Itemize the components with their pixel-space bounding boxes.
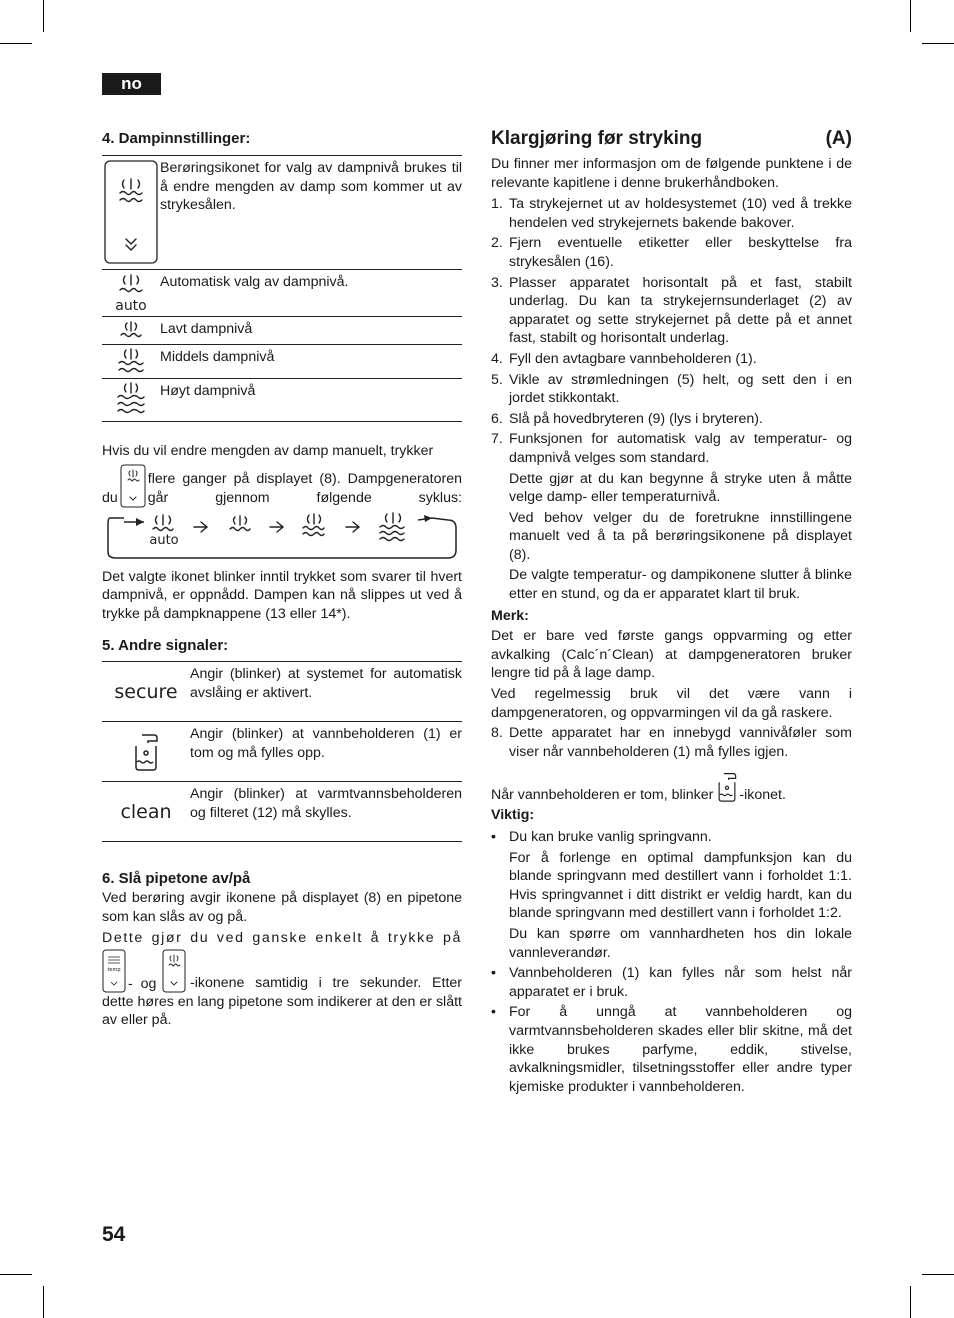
crop-mark [43, 1286, 44, 1318]
steps-list [491, 195, 852, 467]
list-item: 1. Ta strykejernet ut av holdesystemet (10) ved å trekke hendelen ved strykejernets bakende bakover. [491, 196, 852, 231]
empty-tank-text: Når vannbeholderen er tom, blinker [491, 786, 714, 803]
empty-tank-text-end: -ikonet. [739, 786, 786, 803]
temp-button-icon [102, 949, 126, 993]
auto-label: auto [115, 298, 147, 314]
cycle-auto-label: auto [149, 532, 179, 548]
viktig-label: Viktig: [491, 807, 535, 824]
step7-note: Dette gjør at du kan begynne å stryke uten å måtte velge damp- eller temperaturnivå. [509, 470, 852, 506]
section-5-title: 5. Andre signaler: [102, 637, 229, 655]
steam-cycle-diagram [102, 512, 462, 562]
table-row [102, 317, 462, 345]
signals-table [102, 661, 462, 842]
table-cell-text: Angir (blinker) at systemet for automatisk avslåing er aktivert. [190, 666, 462, 701]
manual-paragraph-2 [102, 464, 462, 508]
preparation-title-ref: (A) [825, 128, 852, 149]
list-item: 7. Funksjonen for automatisk valg av temperatur- og dampnivå velges som standard. [491, 431, 852, 466]
table-cell-text: Berøringsikonet for valg av dampnivå brukes til å endre mengden av damp som kommer ut av strykesålen. [160, 160, 462, 214]
steam-auto-icon [102, 270, 160, 316]
table-row [102, 156, 462, 270]
table-row [102, 379, 462, 422]
table-cell-text: Høyt dampnivå [160, 383, 256, 399]
table-cell-text: Automatisk valg av dampnivå. [160, 274, 349, 290]
merk-paragraph-1: Det er bare ved første gangs oppvarming og etter avkalking (Calc´n´Clean) at dampgeneratoren bruker lengre tid på å lage damp. [491, 628, 852, 682]
beep-paragraph-2c: -ikonene samtidig i tre sekunder. Etter dette høres en lang pipetone som indikerer at den er slått av eller på. [102, 975, 462, 1029]
crop-mark [0, 43, 32, 44]
bullet-note: For å forlenge en optimal dampfunksjon kan du blande springvann med destillert vann i forholdet 1:1. Hvis springvannet i ditt distrikt er veldig hardt, kan du blande springvann med destillert vann i forholdet 1:2. [509, 849, 852, 922]
merk-label: Merk: [491, 607, 529, 624]
table-cell-text: Angir (blinker) at varmtvannsbeholderen og filteret (12) må skylles. [190, 786, 462, 821]
blink-paragraph: Det valgte ikonet blinker inntil trykket som svarer til hvert dampnivå, er oppnådd. Dampen kan nå slippes ut ved å trykke på dampknappene (13 eller 14*). [102, 568, 462, 622]
language-badge: no [102, 73, 161, 95]
intro-paragraph: Du finner mer informasjon om de følgende punktene i de relevante kapitlene i denne brukerhåndboken. [491, 156, 852, 191]
beep-paragraph-1: Ved berøring avgir ikonene på displayet (8) en pipetone som kan slås av og på. [102, 890, 462, 925]
table-cell-text: Angir (blinker) at vannbeholderen (1) er tom og må fylles opp. [190, 726, 462, 761]
table-row [102, 345, 462, 379]
step7-note: Ved behov velger du de foretrukne innstillingene manuelt ved å ta på berøringsikonene på displayet (8). [509, 509, 852, 563]
steam-levels-table [102, 155, 462, 422]
section-6-title: 6. Slå pipetone av/på [102, 870, 251, 888]
steam-high-icon [102, 379, 160, 421]
list-item: 3. Plasser apparatet horisontalt på et fast, stabilt underlag. Du kan ta strykejernsunderlaget (2) av apparatet og sette strykejernet på dette på et annet fast, stabilt og horisontalt underlag. [491, 274, 852, 347]
table-row [102, 270, 462, 317]
steam-button-icon [162, 949, 186, 993]
manual-text-du: du [102, 490, 118, 506]
steam-button-icon [120, 464, 146, 508]
crop-mark [43, 0, 44, 32]
temp-label: temp [107, 967, 121, 974]
list-item: 8. Dette apparatet har en innebygd vannivåføler som viser når vannbeholderen (1) må fylles igjen. [491, 725, 852, 760]
list-item: 5. Vikle av strømledningen (5) helt, og sett den i en jordet stikkontakt. [491, 371, 852, 407]
list-item: • For å unngå at vannbeholderen og varmtvannsbeholderen skades eller blir skitne, må det ikke brukes parfyme, eddik, stivelse, avkalkningsmidler, tilsetningsstoffer eller andre typer kjemiske produkter i vannbeholderen. [491, 1004, 852, 1095]
secure-icon: secure [114, 680, 178, 703]
crop-mark [910, 1286, 911, 1318]
steam-touch-icon [102, 156, 160, 269]
page-number: 54 [102, 1223, 126, 1246]
manual-text-rest: flere ganger på displayet (8). Dampgeneratoren går gjennom følgende syklus: [147, 471, 462, 506]
table-cell-text: Lavt dampnivå [160, 321, 253, 337]
beep-paragraph-2a: Dette gjør du ved ganske enkelt å trykke på [102, 929, 462, 946]
bullet-note: Du kan spørre om vannhardheten hos din lokale vannleverandør. [509, 925, 852, 961]
preparation-title [491, 127, 852, 151]
list-item: • Vannbeholderen (1) kan fylles når som helst når apparatet er i bruk. [491, 965, 852, 1000]
clean-icon: clean [120, 800, 172, 823]
list-item: • Du kan bruke vanlig springvann. [491, 829, 712, 845]
list-item: 2. Fjern eventuelle etiketter eller beskyttelse fra strykesålen (16). [491, 235, 852, 270]
table-row [102, 722, 462, 782]
merk-paragraph-2: Ved regelmessig bruk vil det være vann i dampgeneratoren, og oppvarmingen vil da gå raskere. [491, 686, 852, 721]
step7-note: De valgte temperatur- og dampikonene slutter å blinke etter en stund, og da er apparatet klart til bruk. [509, 567, 852, 603]
left-column [102, 129, 462, 1030]
section-4-title: 4. Dampinnstillinger: [102, 130, 251, 147]
crop-mark [922, 1274, 954, 1275]
right-column [491, 127, 852, 1096]
crop-mark [910, 0, 911, 32]
empty-tank-sentence [491, 771, 852, 804]
water-tank-empty-icon [102, 722, 190, 781]
list-item: 4. Fyll den avtagbare vannbeholderen (1). [491, 350, 757, 367]
table-row [102, 662, 462, 722]
table-row [102, 782, 462, 842]
beep-text-og: - og [128, 975, 157, 992]
list-item: 6. Slå på hovedbryteren (9) (lys i bryteren). [491, 410, 763, 427]
manual-paragraph-1: Hvis du vil endre mengden av damp manuelt, trykker [102, 443, 434, 459]
crop-mark [922, 43, 954, 44]
crop-mark [0, 1274, 32, 1275]
preparation-title-text: Klargjøring før stryking [491, 128, 703, 149]
steam-medium-icon [102, 345, 160, 378]
steam-low-icon [102, 317, 160, 344]
water-tank-empty-icon [716, 771, 738, 803]
table-cell-text: Middels dampnivå [160, 349, 275, 365]
